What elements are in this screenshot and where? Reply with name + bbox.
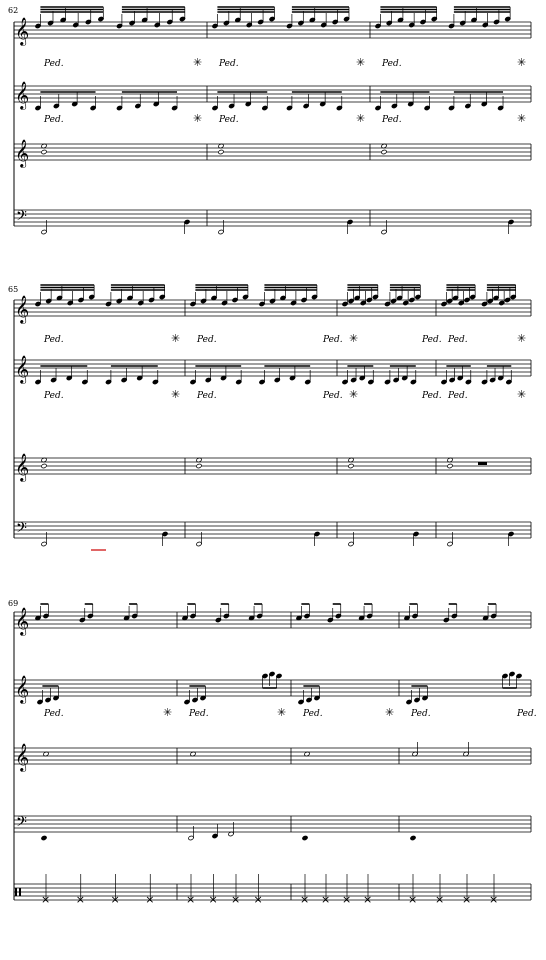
x-note-head: × bbox=[321, 893, 331, 906]
pedal-mark-icon: ✳ bbox=[517, 56, 527, 69]
pedal-mark-icon: Ped. bbox=[44, 59, 64, 69]
note-head bbox=[41, 835, 47, 840]
percussion-clef-icon bbox=[19, 888, 21, 896]
treble-clef-icon: 𝄞 bbox=[15, 295, 30, 323]
note-head bbox=[196, 463, 202, 468]
pedal-mark-icon: Ped. bbox=[422, 335, 442, 345]
pedal-mark-icon: ✳ bbox=[193, 56, 203, 69]
note-head bbox=[41, 463, 47, 468]
pedal-mark-icon: Ped. bbox=[448, 391, 468, 401]
x-note-head: × bbox=[110, 893, 120, 906]
treble-clef-icon: 𝄞 bbox=[15, 675, 30, 703]
pedal-mark-icon: Ped. bbox=[44, 391, 64, 401]
note-head bbox=[348, 463, 354, 468]
bass-clef-icon: 𝄢 bbox=[16, 520, 27, 540]
pedal-mark-icon: ✳ bbox=[163, 706, 173, 719]
x-note-head: × bbox=[300, 893, 310, 906]
x-note-head: × bbox=[208, 893, 218, 906]
staff-1-3 bbox=[14, 139, 531, 168]
pedal-mark-icon: ✳ bbox=[171, 332, 181, 345]
x-note-head: × bbox=[231, 893, 241, 906]
pedal-mark-icon: ✳ bbox=[517, 388, 527, 401]
pedal-mark-icon: ✳ bbox=[349, 332, 359, 345]
treble-clef-icon: 𝄞 bbox=[15, 139, 30, 167]
note-head bbox=[381, 149, 387, 154]
pedal-mark-icon: Ped. bbox=[382, 115, 402, 125]
x-note-head: × bbox=[186, 893, 196, 906]
x-note-head: × bbox=[462, 893, 472, 906]
staff-3-5-percussion bbox=[14, 874, 531, 906]
pedal-mark-icon: Ped. bbox=[44, 709, 64, 719]
pedal-mark-icon: Ped. bbox=[189, 709, 209, 719]
staff-2-4 bbox=[14, 520, 531, 547]
pedal-mark-icon: Ped. bbox=[422, 391, 442, 401]
pedal-mark-icon: Ped. bbox=[219, 115, 239, 125]
x-note-head: × bbox=[41, 893, 51, 906]
treble-clef-icon: 𝄞 bbox=[15, 453, 30, 481]
note-head bbox=[302, 835, 308, 840]
note-head bbox=[218, 149, 224, 154]
measure-number-69: 69 bbox=[8, 599, 19, 608]
staff-3-3 bbox=[14, 742, 531, 772]
treble-clef-icon: 𝄞 bbox=[15, 607, 30, 635]
percussion-clef-icon bbox=[15, 888, 17, 896]
pedal-mark-icon: Ped. bbox=[303, 709, 323, 719]
x-note-head: × bbox=[75, 893, 85, 906]
x-note-head: × bbox=[342, 893, 352, 906]
measure-number-62: 62 bbox=[8, 6, 19, 15]
pedal-mark-icon: ✳ bbox=[356, 112, 366, 125]
pedal-mark-icon: ✳ bbox=[385, 706, 395, 719]
system-3 bbox=[14, 604, 537, 906]
pedal-mark-icon: ✳ bbox=[277, 706, 287, 719]
pedal-mark-icon: ✳ bbox=[517, 332, 527, 345]
measure-number-65: 65 bbox=[8, 285, 19, 294]
staff-2-1 bbox=[14, 285, 531, 324]
staff-2-3 bbox=[14, 453, 531, 482]
treble-clef-icon: 𝄞 bbox=[15, 355, 30, 383]
pedal-mark-icon: Ped. bbox=[197, 391, 217, 401]
staff-3-1 bbox=[14, 604, 531, 636]
pedal-mark-icon: ✳ bbox=[193, 112, 203, 125]
treble-clef-icon: 𝄞 bbox=[15, 17, 30, 45]
staff-1-2 bbox=[14, 81, 531, 111]
pedal-mark-icon: Ped. bbox=[44, 115, 64, 125]
pedal-mark-icon: Ped. bbox=[411, 709, 431, 719]
pedal-mark-icon: Ped. bbox=[448, 335, 468, 345]
staff-1-4 bbox=[14, 208, 531, 235]
pedal-mark-icon: ✳ bbox=[349, 388, 359, 401]
system-2 bbox=[14, 285, 531, 547]
note-head bbox=[41, 149, 47, 154]
pedal-mark-icon: Ped. bbox=[219, 59, 239, 69]
pedal-mark-icon: Ped. bbox=[44, 335, 64, 345]
treble-clef-icon: 𝄞 bbox=[15, 743, 30, 771]
pedal-mark-icon: ✳ bbox=[171, 388, 181, 401]
x-note-head: × bbox=[253, 893, 263, 906]
rest-icon bbox=[478, 462, 487, 465]
x-note-head: × bbox=[145, 893, 155, 906]
pedal-mark-icon: ✳ bbox=[356, 56, 366, 69]
staff-3-4 bbox=[14, 814, 531, 841]
system-1 bbox=[14, 7, 531, 235]
staff-1-1 bbox=[14, 7, 531, 46]
x-note-head: × bbox=[435, 893, 445, 906]
pedal-mark-icon: Ped. bbox=[323, 335, 343, 345]
treble-clef-icon: 𝄞 bbox=[15, 81, 30, 109]
note-head bbox=[447, 463, 453, 468]
pedal-mark-icon: Ped. bbox=[517, 709, 537, 719]
pedal-mark-icon: Ped. bbox=[323, 391, 343, 401]
bass-clef-icon: 𝄢 bbox=[16, 208, 27, 228]
pedal-mark-icon: Ped. bbox=[197, 335, 217, 345]
pedal-mark-icon: Ped. bbox=[382, 59, 402, 69]
pedal-mark-icon: ✳ bbox=[517, 112, 527, 125]
music-engraving bbox=[14, 7, 537, 906]
x-note-head: × bbox=[363, 893, 373, 906]
bass-clef-icon: 𝄢 bbox=[16, 814, 27, 834]
x-note-head: × bbox=[489, 893, 499, 906]
x-note-head: × bbox=[408, 893, 418, 906]
note-head bbox=[410, 835, 416, 840]
staff-2-2 bbox=[14, 355, 531, 385]
staff-3-2 bbox=[14, 671, 531, 704]
